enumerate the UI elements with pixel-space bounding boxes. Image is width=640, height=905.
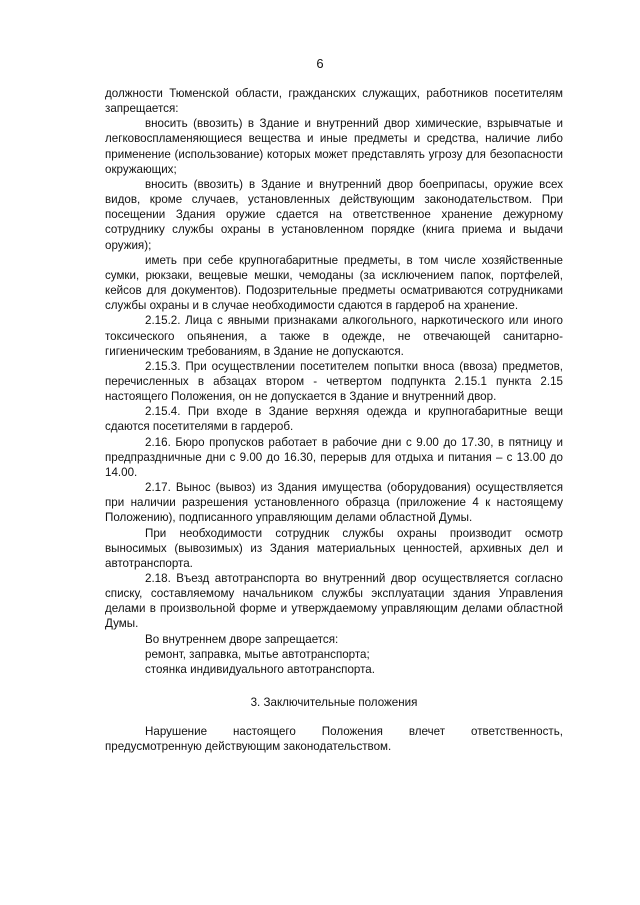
paragraph-courtyard-item-repair: ремонт, заправка, мытье автотранспорта; [145, 647, 370, 661]
document-body [105, 86, 563, 755]
paragraph-2-17: 2.17. Вынос (вывоз) из Здания имущества (оборудования) осуществляется при наличии разрешения установленного образца (приложение 4 к настоящему Положению), подписанного управляющим делами областной Думы. [105, 481, 563, 525]
paragraph-inspection: При необходимости сотрудник службы охраны производит осмотр выносимых (вывозимых) из Здания материальных ценностей, архивных дел и автотранспорта. [105, 526, 563, 570]
paragraph-2-15-4: 2.15.4. При входе в Здание верхняя одежда и крупногабаритные вещи сдаются посетителями в гардероб. [105, 405, 563, 434]
page-number: 6 [316, 56, 324, 71]
paragraph-2-15-2: 2.15.2. Лица с явными признаками алкогольного, наркотического или иного токсического опьянения, а также в одежде, не отвечающей санитарно-гигиеническим требованиям, в Здание не допускаются. [105, 314, 563, 358]
paragraph-prohibition-chemicals: вносить (ввозить) в Здание и внутренний двор химические, взрывчатые и легковоспламеняющиеся вещества и иные предметы и средства, наличие либо применение (использование) которых может представлять угрозу для безопасности окружающих; [105, 117, 563, 176]
paragraph-continuation: должности Тюменской области, гражданских служащих, работников посетителям запрещается: [105, 87, 563, 116]
paragraph-2-15-3: 2.15.3. При осуществлении посетителем попытки вноса (ввоза) предметов, перечисленных в абзацах втором - четвертом подпункта 2.15.1 пункта 2.15 настоящего Положения, он не допускается в Здание и внутренний двор. [105, 359, 563, 404]
paragraph-courtyard-item-parking: стоянка индивидуального автотранспорта. [145, 662, 375, 676]
paragraph-2-16: 2.16. Бюро пропусков работает в рабочие дни с 9.00 до 17.30, в пятницу и предпраздничные дни с 9.00 до 16.30, перерыв для отдыха и питания – с 13.00 до 14.00. [105, 435, 563, 479]
paragraph-courtyard-prohibited: Во внутреннем дворе запрещается: [145, 632, 339, 646]
paragraph-prohibition-large-items: иметь при себе крупногабаритные предметы, в том числе хозяйственные сумки, рюкзаки, вещевые мешки, чемоданы (за исключением папок, портфелей, кейсов для документов). Подозрительные предметы осматриваются сотрудниками службы охраны и в случае необходимости сдаются в гардероб на хранение. [105, 253, 563, 313]
paragraph-closing: Нарушение настоящего Положения влечет ответственность, предусмотренную действующим законодательством. [105, 725, 563, 754]
section-heading: 3. Заключительные положения [250, 696, 418, 710]
paragraph-2-18: 2.18. Въезд автотранспорта во внутренний двор осуществляется согласно списку, составляемому начальником службы эксплуатации здания Управления делами в произвольной форме и утверждаемому управляющим делами областной Думы. [105, 572, 563, 631]
paragraph-prohibition-weapons: вносить (ввозить) в Здание и внутренний двор боеприпасы, оружие всех видов, кроме случаев, установленных действующим законодательством. При посещении Здания оружие сдается на ответственное хранение дежурному сотруднику службы охраны в установленном порядке (книга приема и выдачи оружия); [105, 177, 563, 252]
